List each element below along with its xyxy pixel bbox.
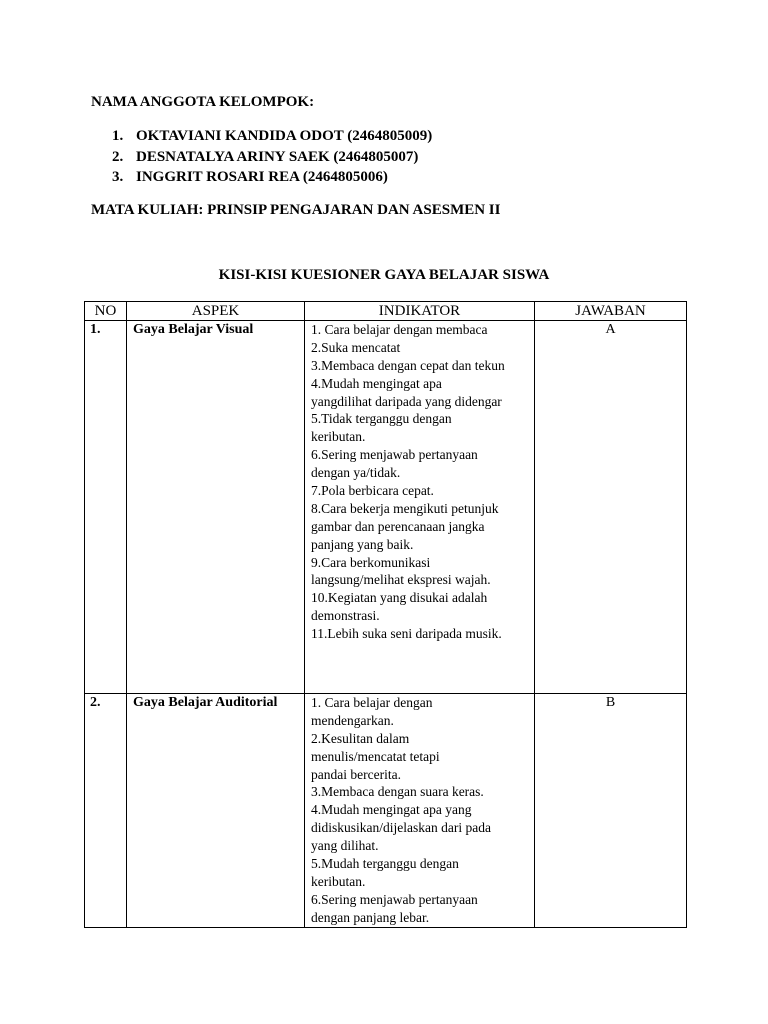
- cell-no: 2.: [85, 694, 127, 928]
- indikator-line: 1. Cara belajar dengan membaca: [311, 322, 488, 337]
- members-heading: NAMA ANGGOTA KELOMPOK:: [91, 94, 315, 110]
- table-row: [85, 321, 687, 694]
- cell-jawaban: A: [535, 321, 687, 694]
- indikator-line: 1. Cara belajar dengan: [311, 695, 433, 710]
- indikator-line: mendengarkan.: [311, 712, 394, 728]
- course-title: MATA KULIAH: PRINSIP PENGAJARAN DAN ASESMEN II: [91, 202, 501, 218]
- indikator-line: 4.Mudah mengingat apa: [311, 375, 442, 391]
- cell-jawaban: B: [535, 694, 687, 928]
- indikator-line: 2.Kesulitan dalam: [311, 730, 410, 746]
- indikator-line: 5.Mudah terganggu dengan: [311, 856, 459, 872]
- indikator-line: didiskusikan/dijelaskan dari pada: [311, 820, 491, 836]
- indikator-line: 8.Cara bekerja mengikuti petunjuk: [311, 500, 499, 516]
- indikator-line: 11.Lebih suka seni daripada musik.: [311, 626, 502, 642]
- indikator-line: dengan ya/tidak.: [311, 465, 401, 481]
- indikator-line: yangdilihat daripada yang didengar: [311, 393, 502, 409]
- indikator-line: 6.Sering menjawab pertanyaan: [311, 891, 478, 907]
- indikator-line: pandai bercerita.: [311, 766, 401, 782]
- questionnaire-grid-table: [84, 301, 687, 928]
- indikator-line: langsung/melihat ekspresi wajah.: [311, 572, 491, 588]
- indikator-line: yang dilihat.: [311, 838, 379, 854]
- indikator-line: dengan panjang lebar.: [311, 909, 430, 925]
- cell-aspek: Gaya Belajar Visual: [127, 321, 305, 694]
- member-item: 3. INGGRIT ROSARI REA (2464805006): [112, 169, 388, 185]
- indikator-line: 3.Membaca dengan suara keras.: [311, 784, 484, 800]
- header-aspek: ASPEK: [127, 302, 305, 321]
- indikator-line: demonstrasi.: [311, 608, 380, 624]
- table-row: [85, 694, 687, 928]
- cell-indikator: [305, 321, 535, 694]
- header-indikator: INDIKATOR: [305, 302, 535, 321]
- indikator-line: keributan.: [311, 429, 366, 445]
- table-header-row: [85, 302, 687, 321]
- table-title: KISI-KISI KUESIONER GAYA BELAJAR SISWA: [218, 267, 550, 283]
- cell-aspek: Gaya Belajar Auditorial: [127, 694, 305, 928]
- cell-indikator: [305, 694, 535, 928]
- member-item: 1. OKTAVIANI KANDIDA ODOT (2464805009): [112, 128, 433, 144]
- indikator-line: 9.Cara berkomunikasi: [311, 554, 431, 570]
- indikator-line: 6.Sering menjawab pertanyaan: [311, 447, 478, 463]
- indikator-line: 4.Mudah mengingat apa yang: [311, 802, 472, 818]
- header-no: NO: [85, 302, 127, 321]
- indikator-line: 10.Kegiatan yang disukai adalah: [311, 590, 488, 606]
- member-name: OKTAVIANI KANDIDA ODOT (2464805009): [136, 128, 433, 144]
- indikator-line: gambar dan perencanaan jangka: [311, 518, 485, 534]
- indikator-line: panjang yang baik.: [311, 536, 414, 552]
- indikator-line: keributan.: [311, 873, 366, 889]
- member-name: INGGRIT ROSARI REA (2464805006): [136, 169, 388, 185]
- indikator-line: 7.Pola berbicara cepat.: [311, 483, 434, 499]
- cell-no: 1.: [85, 321, 127, 694]
- indikator-line: 3.Membaca dengan cepat dan tekun: [311, 357, 505, 373]
- indikator-line: menulis/mencatat tetapi: [311, 748, 440, 764]
- header-jawaban: JAWABAN: [535, 302, 687, 321]
- members-list: [112, 126, 432, 188]
- indikator-line: 5.Tidak terganggu dengan: [311, 411, 452, 427]
- member-name: DESNATALYA ARINY SAEK (2464805007): [136, 148, 419, 165]
- member-item: 2. DESNATALYA ARINY SAEK (2464805007): [112, 148, 419, 165]
- indikator-line: 2.Suka mencatat: [311, 339, 401, 355]
